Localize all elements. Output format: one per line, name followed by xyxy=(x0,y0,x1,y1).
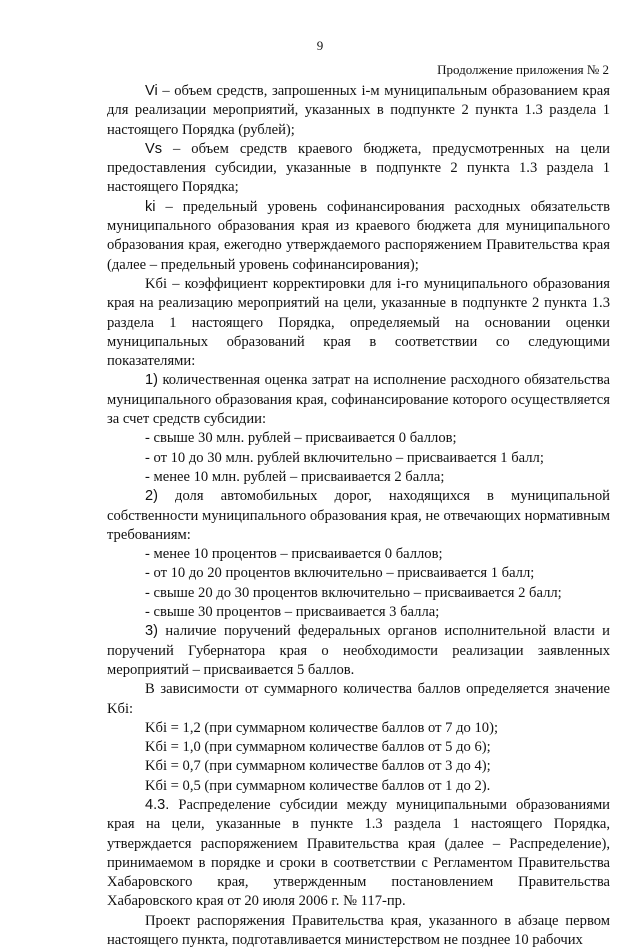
paragraph-kbi: Kбi – коэффициент корректировки для i-го муниципального образования края на реализацию мероприятий на цели, указанные в подпункте 2 пункта 1.3 раздела 1 настоящего Порядка, определяемый на основании оценки муниципальных образований края в соответствии со следующими показателями: xyxy=(107,275,610,370)
document-body xyxy=(107,82,610,950)
criterion-1-option-1: - свыше 30 млн. рублей – присваивается 0 баллов; xyxy=(145,430,457,447)
criterion-2-option-3: - свыше 20 до 30 процентов включительно – присваивается 2 балл; xyxy=(145,584,562,601)
coefficient-value-3: Kбi = 0,7 (при суммарном количестве баллов от 3 до 4); xyxy=(145,758,491,775)
score-dependency-paragraph: В зависимости от суммарного количества баллов определяется значение Kбi: xyxy=(107,681,610,717)
criterion-2-option-4: - свыше 30 процентов – присваивается 3 балла; xyxy=(145,604,440,621)
paragraph-vs: Vs – объем средств краевого бюджета, предусмотренных на цели предоставления субсидии, указанные в подпункте 2 пункта 1.3 раздела 1 настоящего Порядка; xyxy=(107,140,610,196)
criterion-1-option-3: - менее 10 млн. рублей – присваивается 2 балла; xyxy=(145,468,445,485)
paragraph-ki: ki – предельный уровень софинансирования расходных обязательств муниципального образования края из краевого бюджета для муниципального образования края, ежегодно утверждаемого распоряжением Правительства края (далее – предельный уровень софинансирования); xyxy=(107,198,610,273)
section-4-3-paragraph: 4.3. Распределение субсидии между муниципальными образованиями края на цели, указанные в пункте 1.3 раздела 1 настоящего Порядка, утверждается распоряжением Правительства края (далее – Распределение), принимаемом в порядке и сроки в соответствии с Регламентом Правительства Хабаровского края, утвержденным постановлением Правительства Хабаровского края от 20 июля 2006 г. № 117-пр. xyxy=(107,796,610,910)
page-number: 9 xyxy=(316,38,324,53)
criterion-2-option-1: - менее 10 процентов – присваивается 0 баллов; xyxy=(145,546,443,563)
coefficient-value-2: Kбi = 1,0 (при суммарном количестве баллов от 5 до 6); xyxy=(145,739,491,756)
paragraph-vi: Vi – объем средств, запрошенных i-м муниципальным образованием края для реализации мероприятий, указанных в подпункте 2 пункта 1.3 раздела 1 настоящего Порядка (рублей); xyxy=(107,83,610,138)
criterion-2: 2) доля автомобильных дорог, находящихся в муниципальной собственности муниципального образования края, не отвечающих нормативным требованиям: xyxy=(107,488,610,543)
coefficient-value-4: Kбi = 0,5 (при суммарном количестве баллов от 1 до 2). xyxy=(145,777,491,794)
appendix-continuation-note: Продолжение приложения № 2 xyxy=(437,62,609,77)
criterion-1-option-2: - от 10 до 30 млн. рублей включительно – присваивается 1 балл; xyxy=(145,449,544,466)
draft-order-paragraph: Проект распоряжения Правительства края, указанного в абзаце первом настоящего пункта, подготавливается министерством не позднее 10 рабочих xyxy=(107,912,610,949)
criterion-3: 3) наличие поручений федеральных органов исполнительной власти и поручений Губернатора края о необходимости реализации заявленных мероприятий – присваивается 5 баллов. xyxy=(107,623,610,678)
criterion-1: 1) количественная оценка затрат на исполнение расходного обязательства муниципального образования края, софинансирование которого осуществляется за счет средств субсидии: xyxy=(107,372,610,428)
criterion-2-option-2: - от 10 до 20 процентов включительно – присваивается 1 балл; xyxy=(145,565,535,582)
coefficient-value-1: Kбi = 1,2 (при суммарном количестве баллов от 7 до 10); xyxy=(145,719,499,736)
